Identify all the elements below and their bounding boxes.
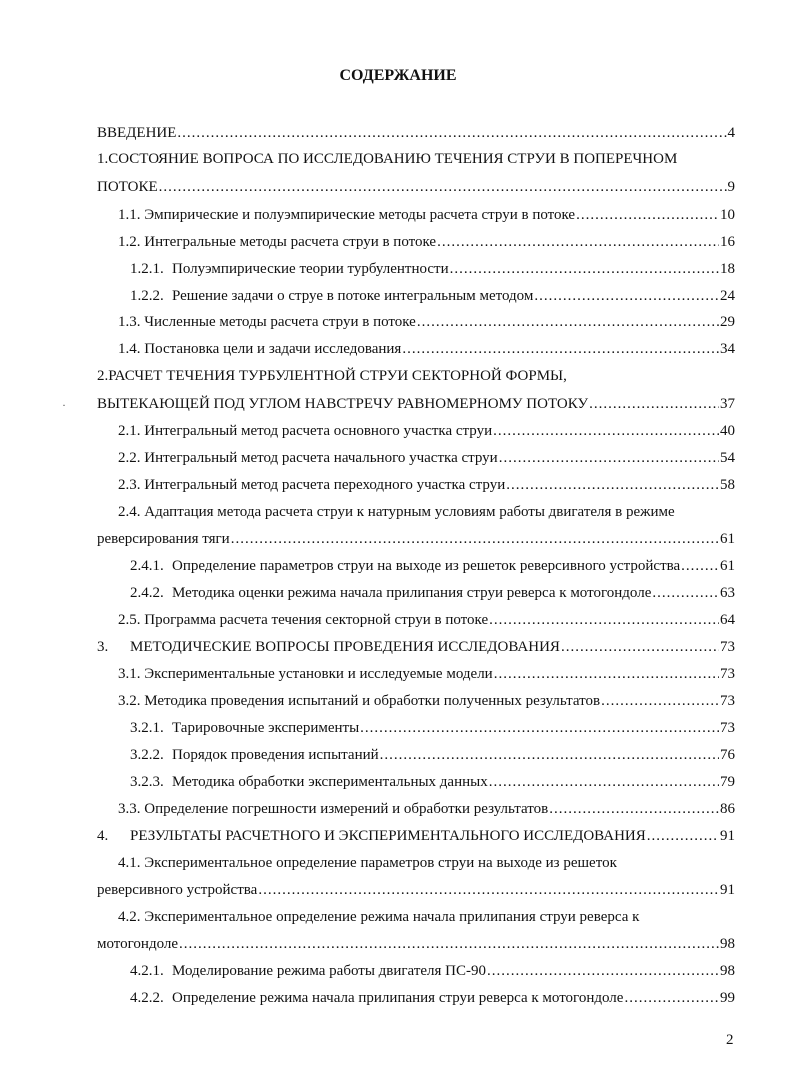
toc-entry-page: 63 <box>720 585 735 601</box>
toc-entry-page: 76 <box>720 747 735 763</box>
stray-mark: · <box>62 398 66 412</box>
toc-entry-3-1[interactable] <box>118 665 735 683</box>
toc-entry-1-2-1[interactable] <box>130 260 735 278</box>
toc-entry-title: 2.5. Программа расчета течения секторной струи в потоке <box>118 612 489 628</box>
leader-dots <box>437 233 719 251</box>
toc-entry-page: 4 <box>727 125 735 141</box>
toc-entry-number: 1.2.2. <box>130 288 164 304</box>
leader-dots <box>647 827 719 845</box>
toc-entry-1-4[interactable] <box>118 340 735 358</box>
leader-dots <box>380 746 719 764</box>
toc-entry-chapter-2[interactable] <box>97 367 567 385</box>
leader-dots <box>549 800 719 818</box>
toc-entry-2-4-1[interactable] <box>130 557 735 575</box>
toc-entry-title: Методика обработки экспериментальных данных <box>172 774 488 790</box>
leader-dots <box>417 313 719 331</box>
toc-entry-number: 4. <box>97 828 109 844</box>
toc-entry-1-2[interactable] <box>118 233 735 251</box>
leader-dots <box>489 611 719 629</box>
toc-entry-title: 2.4. Адаптация метода расчета струи к натурным условиям работы двигателя в режиме <box>118 504 675 520</box>
toc-entry-title: Определение режима начала прилипания струи реверса к мотогондоле <box>172 990 624 1006</box>
toc-entry-page: 54 <box>720 450 735 466</box>
toc-entry-4-1-continued[interactable] <box>97 881 735 899</box>
leader-dots <box>506 476 719 494</box>
toc-entry-2-4-2[interactable] <box>130 584 735 602</box>
toc-entry-2-5[interactable] <box>118 611 735 629</box>
toc-entry-page: 73 <box>720 720 735 736</box>
toc-entry-title: 1.3. Численные методы расчета струи в потоке <box>118 314 416 330</box>
toc-entry-page: 37 <box>720 396 735 412</box>
toc-entry-title: 1.1. Эмпирические и полуэмпирические методы расчета струи в потоке <box>118 207 576 223</box>
toc-entry-title-continued: ПОТОКЕ <box>97 179 158 195</box>
toc-entry-title-continued: ВЫТЕКАЮЩЕЙ ПОД УГЛОМ НАВСТРЕЧУ РАВНОМЕРНОМУ ПОТОКУ <box>97 396 589 412</box>
toc-entry-page: 61 <box>720 531 735 547</box>
leader-dots <box>601 692 719 710</box>
toc-entry-chapter-2-continued[interactable] <box>97 395 735 413</box>
leader-dots <box>159 178 727 196</box>
toc-entry-3-2[interactable] <box>118 692 735 710</box>
leader-dots <box>450 260 719 278</box>
toc-entry-4-2[interactable] <box>118 908 639 926</box>
toc-entry-2-2[interactable] <box>118 449 735 467</box>
toc-entry-number: 2. <box>97 368 109 384</box>
toc-entry-page: 16 <box>720 234 735 250</box>
toc-entry-4-2-2[interactable] <box>130 989 735 1007</box>
toc-entry-page: 98 <box>720 936 735 952</box>
toc-entry-4-2-continued[interactable] <box>97 935 735 953</box>
toc-entry-page: 64 <box>720 612 735 628</box>
leader-dots <box>494 665 719 683</box>
toc-entry-page: 91 <box>720 828 735 844</box>
toc-entry-title: Тарировочные эксперименты <box>172 720 360 736</box>
toc-entry-chapter-4[interactable] <box>97 827 735 845</box>
page-number: 2 <box>726 1032 734 1048</box>
toc-entry-1-1[interactable] <box>118 206 735 224</box>
leader-dots <box>258 881 719 899</box>
toc-entry-page: 98 <box>720 963 735 979</box>
toc-entry-number: 3. <box>97 639 109 655</box>
toc-entry-1-3[interactable] <box>118 313 735 331</box>
toc-entry-title: 2.3. Интегральный метод расчета переходного участка струи <box>118 477 506 493</box>
leader-dots <box>360 719 719 737</box>
toc-entry-2-4-continued[interactable] <box>97 530 735 548</box>
toc-entry-title: 3.1. Экспериментальные установки и исследуемые модели <box>118 666 493 682</box>
toc-entry-title: Методика оценки режима начала прилипания струи реверса к мотогондоле <box>172 585 652 601</box>
toc-entry-title: 1.4. Постановка цели и задачи исследования <box>118 341 402 357</box>
toc-entry-page: 29 <box>720 314 735 330</box>
toc-entry-4-2-1[interactable] <box>130 962 735 980</box>
page-title: СОДЕРЖАНИЕ <box>339 67 457 84</box>
toc-entry-number: 3.2.2. <box>130 747 164 763</box>
toc-entry-title: РЕЗУЛЬТАТЫ РАСЧЕТНОГО И ЭКСПЕРИМЕНТАЛЬНОГО ИССЛЕДОВАНИЯ <box>130 828 646 844</box>
toc-entry-4-1[interactable] <box>118 854 617 872</box>
toc-entry-page: 73 <box>720 639 735 655</box>
leader-dots <box>624 989 719 1007</box>
leader-dots <box>561 638 719 656</box>
toc-entry-3-2-1[interactable] <box>130 719 735 737</box>
toc-entry-title: Решение задачи о струе в потоке интегральным методом <box>172 288 534 304</box>
leader-dots <box>402 340 719 358</box>
toc-entry-title: 4.1. Экспериментальное определение параметров струи на выходе из решеток <box>118 855 617 871</box>
toc-entry-chapter-1[interactable] <box>97 150 677 168</box>
leader-dots <box>231 530 719 548</box>
toc-entry-number: 1. <box>97 151 109 167</box>
toc-entry-number: 3.2.1. <box>130 720 164 736</box>
toc-entry-chapter-1-continued[interactable] <box>97 178 735 196</box>
leader-dots <box>493 422 719 440</box>
toc-entry-number: 1.2.1. <box>130 261 164 277</box>
toc-entry-title: РАСЧЕТ ТЕЧЕНИЯ ТУРБУЛЕНТНОЙ СТРУИ СЕКТОРНОЙ ФОРМЫ, <box>108 368 567 384</box>
toc-entry-page: 40 <box>720 423 735 439</box>
toc-entry-introduction[interactable] <box>97 124 735 142</box>
toc-entry-2-1[interactable] <box>118 422 735 440</box>
toc-entry-page: 58 <box>720 477 735 493</box>
toc-entry-title: Моделирование режима работы двигателя ПС-90 <box>172 963 487 979</box>
toc-entry-page: 10 <box>720 207 735 223</box>
toc-entry-page: 61 <box>720 558 735 574</box>
toc-entry-title-continued: реверсивного устройства <box>97 882 258 898</box>
leader-dots <box>576 206 719 224</box>
toc-entry-title: 3.3. Определение погрешности измерений и обработки результатов <box>118 801 549 817</box>
toc-entry-page: 99 <box>720 990 735 1006</box>
toc-entry-number: 4.2.2. <box>130 990 164 1006</box>
toc-entry-title: ВВЕДЕНИЕ <box>97 125 177 141</box>
leader-dots <box>652 584 719 602</box>
leader-dots <box>499 449 719 467</box>
toc-entry-2-3[interactable] <box>118 476 735 494</box>
toc-entry-title: 2.1. Интегральный метод расчета основного участка струи <box>118 423 493 439</box>
toc-entry-page: 73 <box>720 693 735 709</box>
toc-entry-page: 34 <box>720 341 735 357</box>
toc-entry-title-continued: реверсирования тяги <box>97 531 230 547</box>
toc-entry-3-2-3[interactable] <box>130 773 735 791</box>
leader-dots <box>589 395 719 413</box>
leader-dots <box>487 962 719 980</box>
toc-entry-title: Порядок проведения испытаний <box>172 747 379 763</box>
toc-entry-title: 3.2. Методика проведения испытаний и обработки полученных результатов <box>118 693 601 709</box>
leader-dots <box>681 557 719 575</box>
toc-entry-title: 2.2. Интегральный метод расчета начального участка струи <box>118 450 498 466</box>
toc-entry-number: 4.2.1. <box>130 963 164 979</box>
toc-entry-page: 18 <box>720 261 735 277</box>
toc-entry-page: 24 <box>720 288 735 304</box>
toc-entry-2-4[interactable] <box>118 503 675 521</box>
toc-entry-title: Полуэмпирические теории турбулентности <box>172 261 449 277</box>
leader-dots <box>177 124 726 142</box>
toc-entry-1-2-2[interactable] <box>130 287 735 305</box>
toc-entry-title: Определение параметров струи на выходе из решеток реверсивного устройства <box>172 558 681 574</box>
toc-entry-page: 9 <box>727 179 735 195</box>
toc-entry-number: 2.4.2. <box>130 585 164 601</box>
toc-entry-page: 86 <box>720 801 735 817</box>
toc-entry-3-3[interactable] <box>118 800 735 818</box>
toc-entry-number: 3.2.3. <box>130 774 164 790</box>
toc-entry-title: СОСТОЯНИЕ ВОПРОСА ПО ИССЛЕДОВАНИЮ ТЕЧЕНИЯ СТРУИ В ПОПЕРЕЧНОМ <box>108 151 678 167</box>
toc-entry-3-2-2[interactable] <box>130 746 735 764</box>
toc-entry-title: 1.2. Интегральные методы расчета струи в потоке <box>118 234 437 250</box>
leader-dots <box>489 773 719 791</box>
toc-entry-number: 2.4.1. <box>130 558 164 574</box>
toc-entry-title: МЕТОДИЧЕСКИЕ ВОПРОСЫ ПРОВЕДЕНИЯ ИССЛЕДОВАНИЯ <box>130 639 560 655</box>
toc-entry-page: 91 <box>720 882 735 898</box>
toc-entry-page: 73 <box>720 666 735 682</box>
toc-entry-page: 79 <box>720 774 735 790</box>
toc-entry-chapter-3[interactable] <box>97 638 735 656</box>
leader-dots <box>534 287 719 305</box>
toc-entry-title: 4.2. Экспериментальное определение режима начала прилипания струи реверса к <box>118 909 640 925</box>
toc-entry-title-continued: мотогондоле <box>97 936 179 952</box>
leader-dots <box>179 935 719 953</box>
